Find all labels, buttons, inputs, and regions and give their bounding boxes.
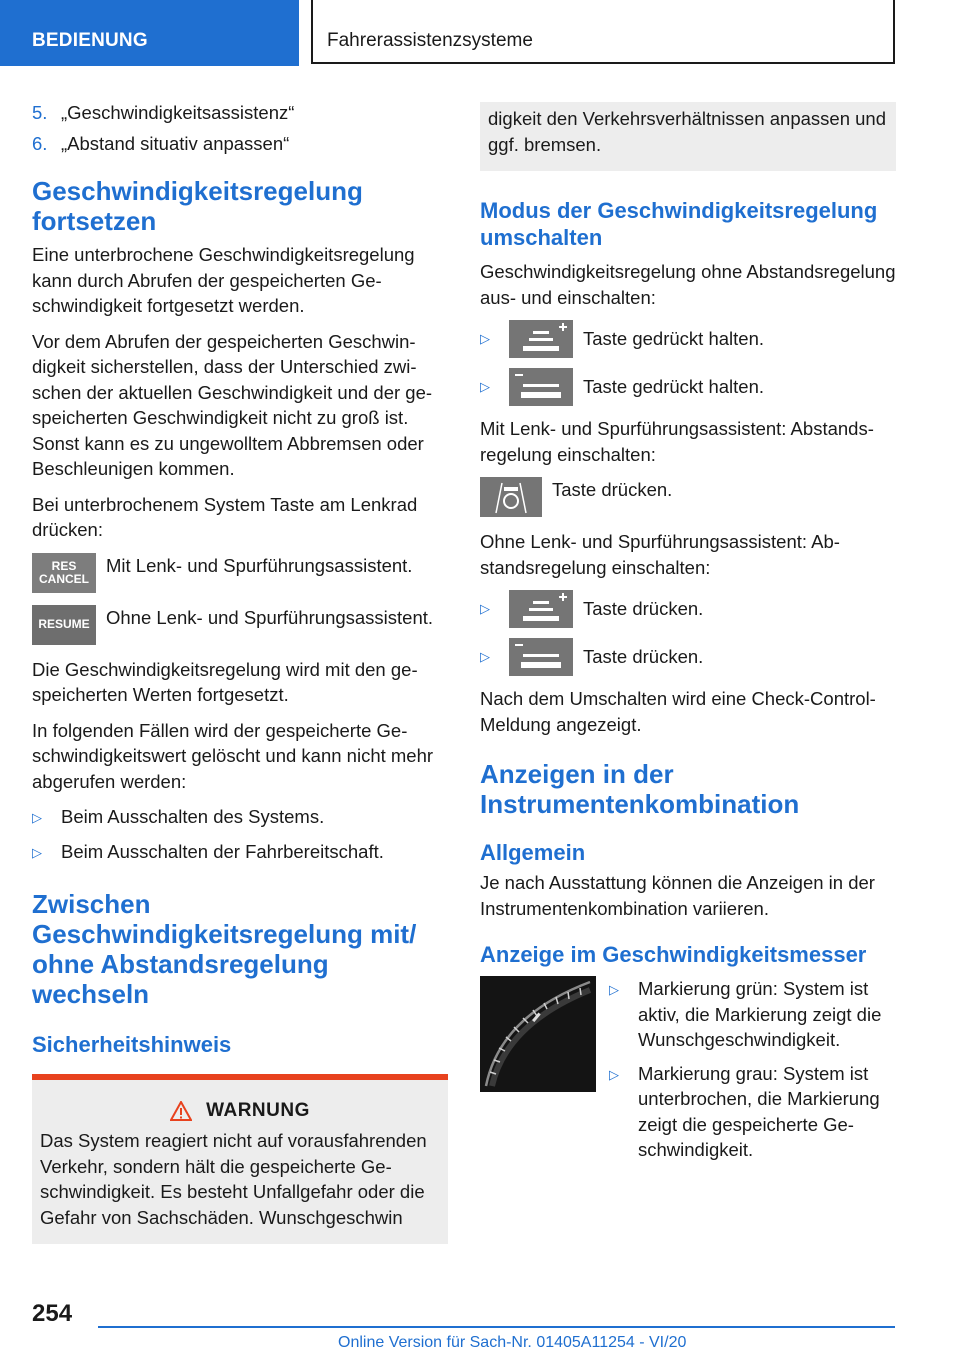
list-item-text: Markierung grün: System ist aktiv, die Markierung zeigt die Wunschgeschwindigkeit. [638,978,882,1050]
left-column [32,100,448,1244]
paragraph: Geschwindigkeitsregelung ohne Abstandsregelung aus- und einschalten: [480,261,896,308]
item-number: 5. [32,102,48,123]
heading-display: Anzeigen in der Instrumentenkombination [480,759,800,819]
heading-speedometer: Anzeige im Geschwindigkeitsmesser [480,942,867,967]
paragraph: Eine unterbrochene Geschwindigkeitsregelung kann durch Abrufen der gespeicherten Geschwindigkeit fortgesetzt werden. [32,244,415,316]
chapter-tab [311,0,895,64]
heading-safety: Sicherheitshinweis [32,1032,232,1057]
triangle-bullet-icon: ▷ [32,810,42,825]
paragraph: Vor dem Abrufen der gespeicherten Geschwindigkeit sicherstellen, dass der Unterschied zwischen der aktuellen Geschwindigkeit und der gespeicherten Geschwindigkeit nicht zu groß ist. Sonst kann es zu ungewolltem Abbremsen oder Beschleunigen kommen. [32,330,433,479]
heading-switch: Zwischen Geschwindigkeitsregelung mit/ ohne Abstandsregelung wechseln [32,889,417,1009]
warning-box [32,1080,448,1244]
numbered-item [32,131,448,157]
icon-item [480,368,896,406]
warning-continuation [480,102,896,171]
paragraph: Bei unterbrochenem System Taste am Lenkrad drücken: [32,493,418,540]
footer-text: Online Version für Sach-Nr. 01405A11254 - VI/20 [338,1334,687,1351]
item-number: 6. [32,132,48,154]
list-item [32,839,448,866]
icon-item [480,590,896,628]
heading-mode: Modus der Geschwindigkeitsregelung umschalten [480,198,878,250]
heading-resume: Geschwindigkeitsregelung fortsetzen [32,176,363,236]
steering-assist-key-icon [480,477,542,517]
heading-general: Allgemein [480,840,586,865]
icon-item-text: Taste gedrückt halten. [583,328,764,350]
key-description: Taste drücken. [552,479,673,500]
icon-item-text: Taste drücken. [583,646,704,668]
paragraph: Nach dem Umschalten wird eine Check-Control-Meldung angezeigt. [480,688,876,735]
page-number: 254 [32,1300,73,1327]
paragraph: In folgenden Fällen wird der gespeicherte Geschwindigkeitswert gelöscht und kann nicht mehr abgerufen werden: [32,719,434,792]
list-item-text: Markierung grau: System ist unterbrochen, die Markierung zeigt die gespeicherte Geschwindigkeit. [638,1062,880,1160]
list-item [609,976,896,1053]
triangle-bullet-icon: ▷ [480,601,490,616]
distance-minus-key-icon [509,638,573,676]
assist-key-row [480,477,896,517]
key-label-res: RES [51,558,77,573]
speedometer-image [480,976,596,1092]
warning-title: WARNUNG [206,1100,310,1121]
triangle-bullet-icon: ▷ [480,649,490,664]
paragraph: Je nach Ausstattung können die Anzeigen in der Instrumentenkombination variieren. [480,872,875,919]
warning-triangle-icon [170,1101,192,1121]
triangle-bullet-icon: ▷ [480,331,490,346]
numbered-item [32,100,448,126]
triangle-bullet-icon: ▷ [480,379,490,394]
paragraph: Die Geschwindigkeitsregelung wird mit den gespeicherten Werten fortgesetzt. [32,658,418,705]
section-title: BEDIENUNG [32,30,148,51]
right-column [480,100,896,1171]
distance-plus-key-icon [509,320,573,358]
paragraph: Mit Lenk- und Spurführungsassistent: Abstandsregelung einschalten: [480,418,874,465]
triangle-bullet-icon: ▷ [32,844,42,860]
item-text: „Geschwindigkeitsassistenz“ [61,102,295,123]
item-text: „Abstand situativ anpassen“ [61,132,290,154]
warning-header [40,1100,440,1122]
resume-key-image [32,605,96,645]
speedometer-section [480,976,896,1171]
icon-item-text: Taste drücken. [583,598,704,620]
res-cancel-row [32,553,448,593]
resume-row [32,605,448,645]
list-item-text: Beim Ausschalten des Systems. [61,806,325,827]
footer-rule [98,1326,895,1328]
chapter-title: Fahrerassistenzsysteme [327,30,533,51]
paragraph: Ohne Lenk- und Spurführungsassistent: Abstandsregelung einschalten: [480,531,840,578]
section-tab [0,0,299,66]
triangle-bullet-icon: ▷ [609,982,619,997]
triangle-bullet-icon: ▷ [609,1066,619,1082]
res-cancel-key-image [32,553,96,593]
key-label-cancel: CANCEL [39,571,89,586]
key-description: Ohne Lenk- und Spurführungsassistent. [106,606,434,628]
icon-item-text: Taste gedrückt halten. [583,376,764,398]
icon-item [480,638,896,676]
warning-text-cont: digkeit den Verkehrsverhältnissen anpassen und ggf. bremsen. [488,108,887,155]
key-description: Mit Lenk- und Spurführungsassistent. [106,554,413,576]
list-item-text: Beim Ausschalten der Fahrbereitschaft. [61,840,384,862]
warning-text: Das System reagiert nicht auf vorausfahrenden Verkehr, sondern hält die gespeicherte Geschwindigkeit. Es besteht Unfallgefahr oder die Gefahr von Sachschäden. Wunschgeschwin [40,1130,427,1228]
distance-minus-key-icon [509,368,573,406]
speedometer-list [609,976,896,1171]
list-item [609,1061,896,1163]
key-label-resume: RESUME [38,617,90,631]
list-item [32,804,448,831]
icon-item [480,320,896,358]
distance-plus-key-icon [509,590,573,628]
